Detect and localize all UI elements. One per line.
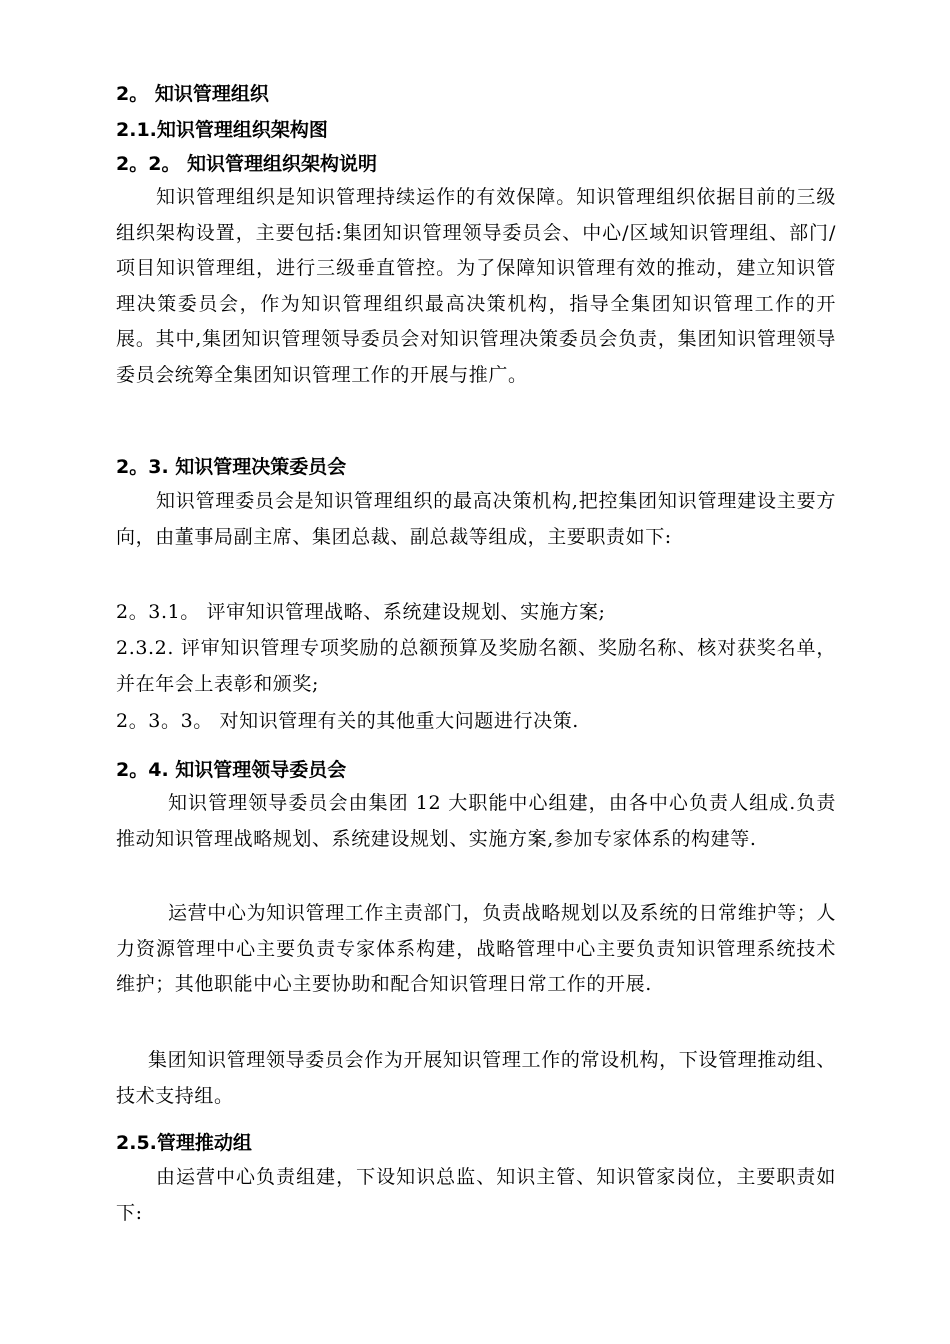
paragraph-2-2: 知识管理组织是知识管理持续运作的有效保障。知识管理组织依据目前的三级组织架构设置，主要包括:集团知识管理领导委员会、中心/区域知识管理组、部门/项目知识管理组，进行三级垂直管控。为了保障知识管理有效的推动，建立知识管理决策委员会，作为知识管理组织最高决策机构，指导全集团知识管理工作的开展。其中,集团知识管理领导委员会对知识管理决策委员会负责，集团知识管理领导委员会统筹全集团知识管理工作的开展与推广。 bbox=[116, 186, 836, 386]
paragraph-2-5: 由运营中心负责组建，下设知识总监、知识主管、知识管家岗位，主要职责如下: bbox=[116, 1166, 836, 1224]
paragraph-2-3: 知识管理委员会是知识管理组织的最高决策机构,把控集团知识管理建设主要方向，由董事局副主席、集团总裁、副总裁等组成，主要职责如下: bbox=[116, 490, 836, 548]
paragraph-2-4-c: 集团知识管理领导委员会作为开展知识管理工作的常设机构，下设管理推动组、技术支持组。 bbox=[116, 1049, 836, 1107]
heading-2-4-leadership-committee: 2。4. 知识管理领导委员会 bbox=[116, 759, 347, 781]
paragraph-2-4-a: 知识管理领导委员会由集团 12 大职能中心组建，由各中心负责人组成.负责推动知识管理战略规划、系统建设规划、实施方案,参加专家体系的构建等. bbox=[116, 792, 836, 850]
list-item-2-3-3: 2。3。3。 对知识管理有关的其他重大问题进行决策. bbox=[116, 710, 579, 732]
paragraph-2-4-b: 运营中心为知识管理工作主责部门，负责战略规划以及系统的日常维护等；人力资源管理中心主要负责专家体系构建，战略管理中心主要负责知识管理系统技术维护；其他职能中心主要协助和配合知识管理日常工作的开展. bbox=[116, 902, 836, 995]
list-item-2-3-2: 2.3.2. 评审知识管理专项奖励的总额预算及奖励名额、奖励名称、核对获奖名单，并在年会上表彰和颁奖; bbox=[116, 637, 836, 695]
heading-2-knowledge-management-organization: 2。 知识管理组织 bbox=[116, 83, 269, 105]
heading-2-3-decision-committee: 2。3. 知识管理决策委员会 bbox=[116, 456, 347, 478]
list-item-2-3-1: 2。3.1。 评审知识管理战略、系统建设规划、实施方案; bbox=[116, 601, 606, 623]
heading-2-2-org-description: 2。2。 知识管理组织架构说明 bbox=[116, 153, 378, 175]
heading-2-5-management-promotion-group: 2.5.管理推动组 bbox=[116, 1132, 252, 1154]
heading-2-1-org-chart: 2.1.知识管理组织架构图 bbox=[116, 119, 328, 141]
